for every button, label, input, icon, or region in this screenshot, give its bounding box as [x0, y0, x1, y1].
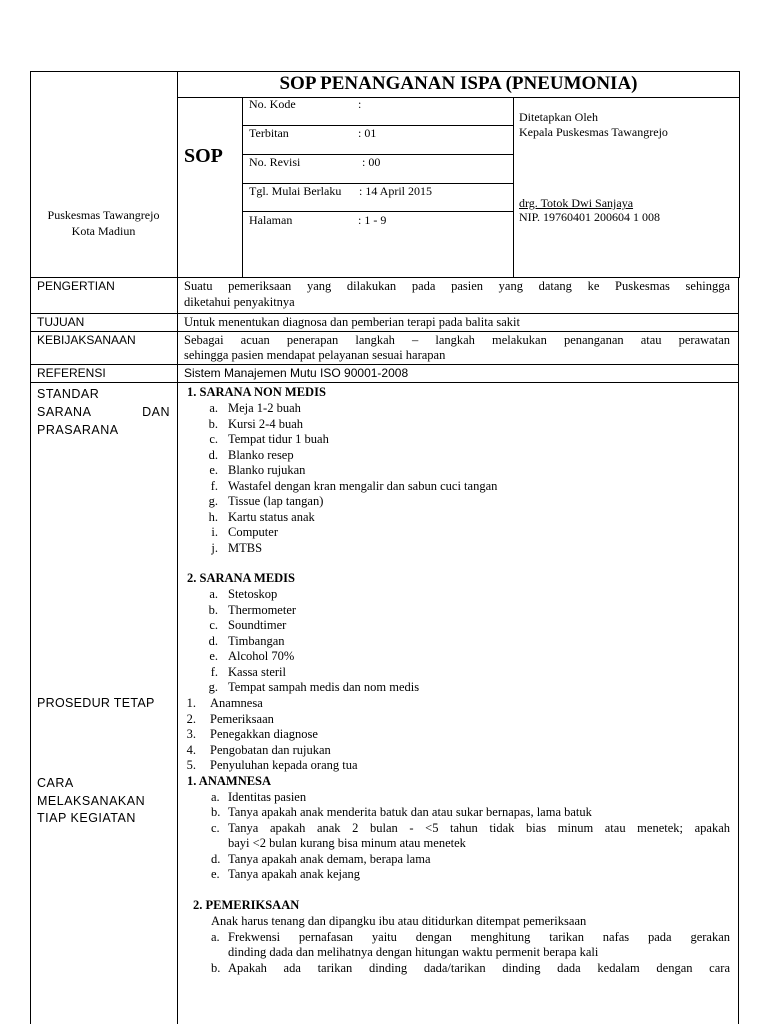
pemeriksaan-heading: 2. PEMERIKSAAN: [193, 898, 300, 912]
anamnesa-e: Tanya apakah anak kejang: [228, 867, 361, 881]
signer-nip: NIP. 19760401 200604 1 008: [519, 210, 661, 224]
prosedur-list: [180, 696, 358, 774]
list-text: Meja 1-2 buah: [228, 401, 301, 415]
list-text: Blanko resep: [228, 447, 294, 462]
label-pengertian: PENGERTIAN: [37, 279, 115, 293]
list-text: Thermometer: [228, 602, 297, 617]
medis-heading: 2. SARANA MEDIS: [187, 571, 296, 585]
list-marker: a.: [211, 790, 220, 804]
list-item: [202, 432, 497, 448]
pemeriksaan-b-line-1: Apakah ada tarikan dinding dada/tarikan dinding dada kedalam dengan cara: [228, 961, 730, 975]
standar-label-line-3: PRASARANA: [37, 423, 119, 437]
list-marker: 3.: [186, 727, 196, 741]
list-marker: e.: [209, 463, 218, 477]
body-top-line: [30, 277, 739, 278]
list-text: Wastafel dengan kran mengalir dan sabun cuci tangan: [228, 478, 498, 493]
list-text: Penyuluhan kepada orang tua: [210, 758, 358, 772]
list-item: [180, 743, 358, 759]
field-value: : 1 - 9: [358, 213, 387, 227]
non-medis-list: [202, 401, 497, 556]
list-item: [202, 401, 497, 417]
kebijaksanaan-line-2: sehingga pasien mendapat pelayanan sesuai harapan: [184, 348, 446, 362]
list-marker: 1.: [186, 696, 196, 710]
field-value: : 01: [358, 126, 377, 140]
list-text: Tempat tidur 1 buah: [228, 432, 329, 446]
pemeriksaan-a-line-2: dinding dada dan melihatnya dengan hitungan waktu permenit berapa kali: [228, 945, 599, 959]
list-text: Kursi 2-4 buah: [228, 416, 303, 431]
anamnesa-c-line-1: Tanya apakah anak 2 bulan - <5 tahun tidak bias minum atau menetek; apakah: [228, 821, 730, 835]
list-item: [202, 463, 497, 479]
standar-label-sarana: SARANA: [37, 405, 92, 419]
field-label: No. Kode: [249, 97, 296, 111]
row-line-2: [30, 331, 739, 332]
list-marker: a.: [211, 930, 220, 944]
field-label: Terbitan: [249, 126, 289, 140]
cara-label-line-1: CARA: [37, 776, 74, 790]
list-item: [180, 727, 358, 743]
list-text: Kassa steril: [228, 664, 286, 679]
list-marker: 4.: [186, 742, 196, 757]
cara-label-line-2: MELAKSANAKAN: [37, 793, 146, 808]
field-label: No. Revisi: [249, 155, 301, 169]
anamnesa-b: Tanya apakah anak menderita batuk dan atau sukar bernapas, lama batuk: [228, 805, 592, 819]
label-cara: [37, 775, 145, 828]
org-line-2: Kota Madiun: [71, 224, 136, 238]
approval-line-2: Kepala Puskesmas Tawangrejo: [519, 125, 668, 139]
list-marker: f.: [210, 478, 218, 493]
list-item: [202, 618, 419, 634]
page-title: SOP PENANGANAN ISPA (PNEUMONIA): [279, 73, 638, 94]
list-marker: j.: [211, 540, 218, 555]
row-line-3: [30, 364, 739, 365]
anamnesa-heading: 1. ANAMNESA: [187, 774, 272, 788]
anamnesa-c-line-2: bayi <2 bulan kurang bisa minum atau menetek: [228, 836, 466, 850]
list-item: [202, 494, 497, 510]
list-marker: d.: [211, 852, 221, 866]
referensi-text: Sistem Manajemen Mutu ISO 90001-2008: [184, 366, 409, 380]
list-marker: g.: [208, 494, 218, 508]
label-referensi: REFERENSI: [37, 366, 106, 380]
pengertian-line-1: Suatu pemeriksaan yang dilakukan pada pasien yang datang ke Puskesmas sehingga: [184, 279, 730, 293]
list-item: [180, 758, 358, 774]
label-prosedur: PROSEDUR TETAP: [37, 696, 155, 710]
list-marker: g.: [208, 680, 218, 694]
medis-list: [202, 587, 419, 696]
list-text: Pengobatan dan rujukan: [210, 742, 331, 757]
sop-label: SOP: [184, 145, 223, 167]
list-item: [202, 665, 419, 681]
field-line-4: [242, 211, 513, 212]
header-divider-left: [177, 71, 178, 278]
list-item: [202, 417, 497, 433]
list-text: Kartu status anak: [228, 509, 315, 524]
standar-label-line-1: STANDAR: [37, 387, 100, 401]
pengertian-line-2: diketahui penyakitnya: [184, 295, 295, 309]
fields-divider: [513, 97, 514, 278]
list-text: Stetoskop: [228, 587, 278, 601]
kebijaksanaan-line-1: Sebagai acuan penerapan langkah – langkah melakukan penanganan atau perawatan: [184, 333, 730, 347]
header-frame: [30, 71, 740, 278]
list-marker: c.: [209, 432, 218, 446]
field-value: : 14 April 2015: [359, 184, 433, 198]
list-marker: b.: [211, 805, 221, 819]
list-text: Pemeriksaan: [210, 711, 274, 726]
row-line-4: [30, 382, 739, 383]
list-item: [202, 634, 419, 650]
label-tujuan: TUJUAN: [37, 315, 85, 329]
list-marker: 2.: [186, 711, 196, 726]
list-marker: b.: [208, 416, 218, 431]
standar-label-line-2: [37, 403, 170, 421]
list-text: Penegakkan diagnose: [210, 727, 318, 741]
list-marker: e.: [209, 649, 218, 663]
list-item: [202, 510, 497, 526]
body-left-border: [30, 277, 31, 1024]
list-marker: c.: [211, 821, 220, 835]
list-item: [202, 680, 419, 696]
field-label: Halaman: [249, 213, 293, 227]
list-marker: a.: [209, 587, 218, 601]
list-item: [180, 712, 358, 728]
list-item: [202, 525, 497, 541]
list-item: [202, 479, 497, 495]
row-line-1: [30, 313, 739, 314]
list-marker: e.: [211, 867, 220, 881]
list-text: Tempat sampah medis dan nom medis: [228, 680, 420, 694]
label-kebijaksanaan: KEBIJAKSANAAN: [37, 333, 136, 347]
list-marker: d.: [208, 633, 218, 648]
non-medis-heading: 1. SARANA NON MEDIS: [187, 385, 326, 399]
list-marker: d.: [208, 447, 218, 462]
list-text: Computer: [228, 525, 278, 539]
list-marker: a.: [209, 401, 218, 415]
body-right-border: [738, 277, 739, 1024]
org-name-block: [30, 207, 177, 239]
body-mid-border: [177, 277, 178, 1024]
list-text: Soundtimer: [228, 618, 287, 632]
field-value: :: [358, 97, 362, 111]
cara-label-line-3: TIAP KEGIATAN: [37, 811, 136, 825]
pemeriksaan-a-line-1: Frekwensi pernafasan yaitu dengan menghitung tarikan nafas pada gerakan: [228, 930, 730, 944]
anamnesa-a: Identitas pasien: [228, 790, 307, 804]
list-text: Blanko rujukan: [228, 463, 306, 477]
signer-name: drg. Totok Dwi Sanjaya: [519, 196, 634, 210]
list-text: MTBS: [228, 540, 263, 555]
list-text: Timbangan: [228, 633, 285, 648]
list-marker: b.: [208, 602, 218, 617]
list-item: [202, 603, 419, 619]
list-item: [202, 448, 497, 464]
list-marker: h.: [208, 509, 218, 524]
list-text: Tissue (lap tangan): [228, 494, 324, 508]
list-marker: i.: [211, 525, 218, 539]
label-standar: [37, 385, 170, 439]
list-marker: b.: [211, 961, 221, 975]
anamnesa-d: Tanya apakah anak demam, berapa lama: [228, 852, 431, 866]
standar-label-dan: DAN: [142, 405, 170, 419]
list-marker: c.: [209, 618, 218, 632]
approval-line-1: Ditetapkan Oleh: [519, 110, 598, 124]
field-value: : 00: [362, 155, 381, 169]
list-item: [180, 696, 358, 712]
list-text: Alcohol 70%: [228, 649, 295, 663]
list-text: Anamnesa: [210, 696, 263, 710]
pemeriksaan-intro: Anak harus tenang dan dipangku ibu atau ditidurkan ditempat pemeriksaan: [211, 914, 587, 928]
tujuan-text: Untuk menentukan diagnosa dan pemberian terapi pada balita sakit: [184, 315, 520, 329]
org-line-1: Puskesmas Tawangrejo: [47, 208, 160, 222]
list-item: [202, 541, 497, 557]
field-label: Tgl. Mulai Berlaku: [249, 184, 342, 198]
list-marker: f.: [210, 664, 218, 679]
list-item: [202, 649, 419, 665]
list-item: [202, 587, 419, 603]
list-marker: 5.: [186, 758, 196, 772]
